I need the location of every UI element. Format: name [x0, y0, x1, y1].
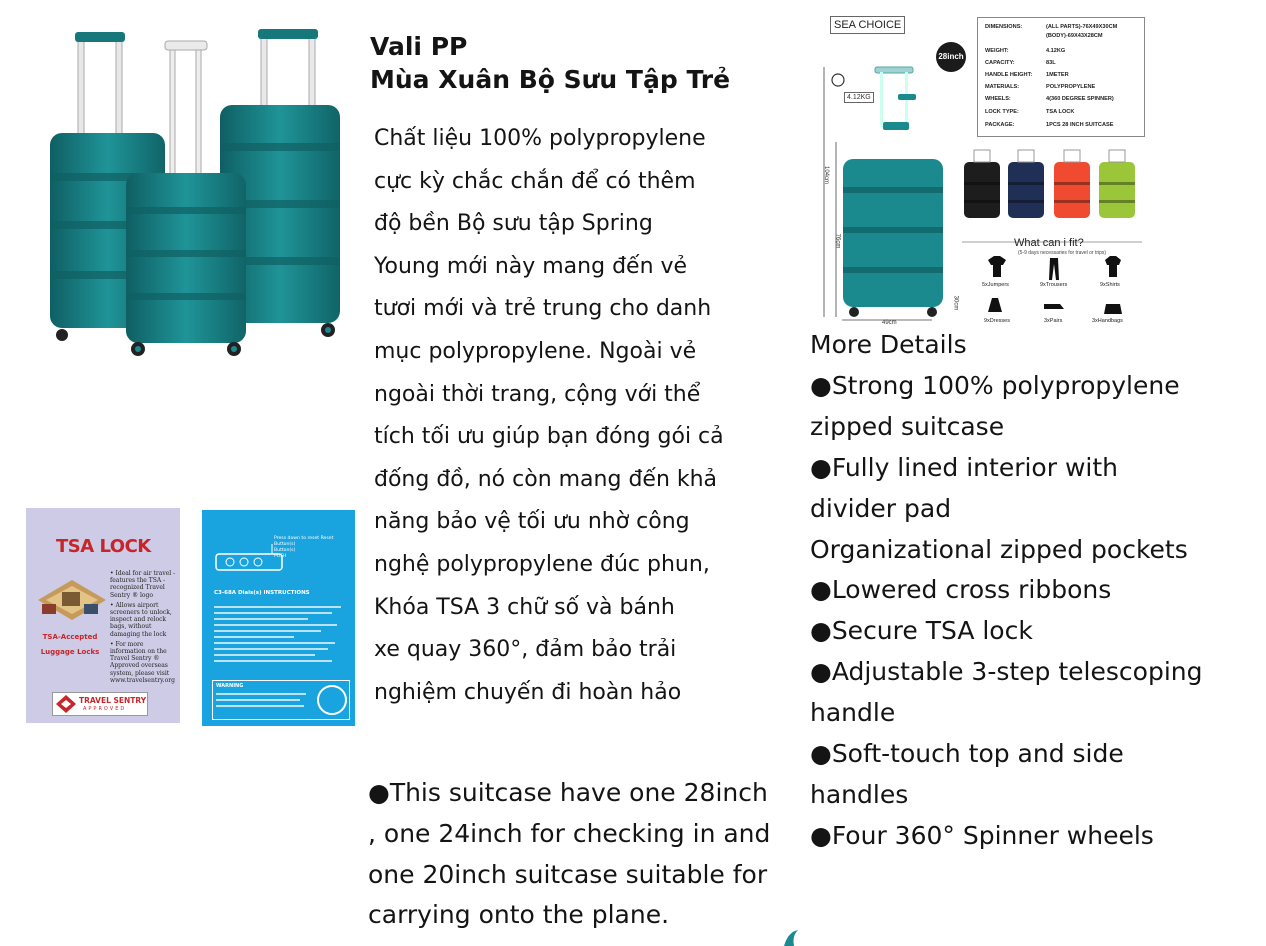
- description-vi: [374, 118, 754, 714]
- spec-sheet-image: [812, 12, 1152, 332]
- details-line: handle: [810, 698, 896, 728]
- product-title: [370, 30, 730, 96]
- spec-key: CAPACITY:: [985, 60, 1015, 66]
- tsa-bullet: • Allows airport screeners to unlock, inspect and relock bags, without damaging the lock: [110, 601, 172, 638]
- para-line: ●This suitcase have one 28inch: [368, 778, 768, 807]
- tsa-caption-line: Luggage Locks: [40, 648, 100, 656]
- spec-value: 83L: [1046, 60, 1056, 66]
- shirt-icon: [1105, 256, 1121, 277]
- tsa-bullet: • For more information on the Travel Sentry ® Approved overseas system, please visit www.travelsentry.org: [110, 640, 175, 684]
- diamond-logo-icon: [56, 695, 76, 713]
- warning-box: [212, 680, 350, 720]
- desc-line: mục polypropylene. Ngoài vẻ: [374, 338, 697, 364]
- spec-value: (ALL PARTS)-76X49X30CM: [1046, 24, 1118, 30]
- desc-line: ngoài thời trang, cộng với thể: [374, 381, 701, 407]
- size-badge: 28inch: [936, 42, 966, 72]
- scale-icon: [832, 74, 844, 86]
- fit-label: 9xDresses: [984, 318, 1010, 324]
- brand-label: SEA CHOICE: [830, 16, 905, 34]
- more-details: [810, 325, 1260, 857]
- tsa-caption-line: TSA-Accepted: [42, 633, 98, 641]
- details-line: ●Secure TSA lock: [810, 616, 1033, 646]
- press-line: Press down to reset Reset Button(s): [274, 536, 334, 547]
- details-line: ●Four 360° Spinner wheels: [810, 820, 1154, 850]
- spec-key: PACKAGE:: [985, 122, 1015, 128]
- desc-line: độ bền Bộ sưu tập Spring: [374, 211, 653, 237]
- details-line: zipped suitcase: [810, 411, 1005, 441]
- details-line: divider pad: [810, 493, 952, 523]
- spec-value: (BODY)-69X43X28CM: [1046, 33, 1103, 39]
- desc-line: tươi mới và trẻ trung cho danh: [374, 296, 712, 322]
- para-line: one 20inch suitcase suitable for: [368, 859, 768, 889]
- tsa-caption: [34, 630, 106, 660]
- details-line: ●Strong 100% polypropylene: [810, 370, 1180, 400]
- dim-label: 30cm: [952, 295, 959, 311]
- dim-label: 49cm: [882, 320, 897, 326]
- weight-tag: 4.12KG: [844, 92, 874, 103]
- handbag-icon: [1104, 304, 1122, 314]
- fit-label: 9xShirts: [1100, 282, 1120, 288]
- decorative-leaf-icon: [780, 930, 810, 946]
- dial-icon: [317, 685, 347, 715]
- luggage-illustration: [32, 570, 108, 626]
- details-line: handles: [810, 779, 909, 809]
- fit-label: 5xJumpers: [982, 282, 1009, 288]
- instructions-heading: C3-68A Dials(s) INSTRUCTIONS: [214, 590, 310, 596]
- fit-subtitle: (5-9 days necessaries for travel or trips): [1018, 250, 1107, 256]
- desc-line: Khóa TSA 3 chữ số và bánh: [374, 594, 675, 620]
- warning-label: WARNING: [216, 683, 244, 689]
- spec-value: TSA LOCK: [1046, 109, 1075, 115]
- button-line: Button(s): [274, 548, 296, 553]
- para-line: carrying onto the plane.: [368, 900, 670, 930]
- desc-line: cực kỳ chắc chắn để có thêm: [374, 168, 696, 194]
- sentry-text: TRAVEL SENTRY: [79, 696, 147, 705]
- jumper-icon: [988, 256, 1006, 277]
- spec-value: 4.12KG: [1046, 48, 1066, 54]
- spec-key: HANDLE HEIGHT:: [985, 72, 1033, 78]
- desc-line: năng bảo vệ tối ưu nhờ công: [374, 509, 690, 535]
- travel-sentry-badge: [52, 692, 148, 716]
- trousers-icon: [1049, 258, 1059, 280]
- press-text: [274, 536, 355, 560]
- title-line-1: Vali PP: [370, 32, 468, 61]
- spec-key: WHEELS:: [985, 96, 1011, 102]
- spec-key: LOCK TYPE:: [985, 109, 1019, 115]
- dim-label: 76cm: [834, 233, 841, 249]
- desc-line: xe quay 360°, đảm bảo trải: [374, 637, 677, 663]
- spec-value: 4(360 DEGREE SPINNER): [1046, 96, 1114, 102]
- fit-label: 3xHandbags: [1092, 318, 1123, 324]
- details-line: ●Lowered cross ribbons: [810, 575, 1112, 605]
- desc-line: Young mới này mang đến vẻ: [374, 253, 688, 279]
- para-line: , one 24inch for checking in and: [368, 818, 771, 848]
- spec-key: DIMENSIONS:: [985, 24, 1023, 30]
- spec-value: POLYPROPYLENE: [1046, 84, 1096, 90]
- desc-line: nghiệm chuyến đi hoàn hảo: [374, 679, 682, 705]
- lock-instructions-card: [202, 510, 355, 726]
- details-heading: More Details: [810, 330, 967, 359]
- suitcase-set-image: [40, 25, 350, 360]
- tsa-bullets: [110, 570, 176, 687]
- description-en: [368, 773, 798, 936]
- dress-icon: [988, 298, 1002, 312]
- fit-title: What can i fit?: [1014, 237, 1084, 249]
- desc-line: nghệ polypropylene đúc phun,: [374, 551, 710, 577]
- details-line: ●Adjustable 3-step telescoping: [810, 657, 1203, 687]
- tsa-lock-card: [26, 508, 180, 723]
- spec-value: 1METER: [1046, 72, 1069, 78]
- desc-line: Chất liệu 100% polypropylene: [374, 126, 706, 151]
- fit-label: 3xPairs: [1044, 318, 1063, 324]
- desc-line: tích tối ưu giúp bạn đóng gói cả: [374, 424, 724, 450]
- spec-value: 1PCS 28 INCH SUITCASE: [1046, 122, 1114, 128]
- spec-key: MATERIALS:: [985, 84, 1020, 90]
- color-variants: [964, 150, 1135, 218]
- dim-label: 104cm: [823, 165, 830, 185]
- desc-line: đống đồ, nó còn mang đến khả: [374, 466, 718, 492]
- sentry-sub: APPROVED: [83, 706, 127, 712]
- details-line: Organizational zipped pockets: [810, 534, 1188, 564]
- spec-key: WEIGHT:: [985, 48, 1009, 54]
- shoes-icon: [1044, 304, 1064, 309]
- details-line: ●Fully lined interior with: [810, 452, 1118, 482]
- tsa-title: TSA LOCK: [56, 536, 151, 557]
- details-line: ●Soft-touch top and side: [810, 739, 1124, 769]
- title-line-2: Mùa Xuân Bộ Sưu Tập Trẻ: [370, 65, 731, 94]
- push-line: PUSH: [274, 554, 287, 559]
- suitcase-small: [126, 41, 246, 356]
- instructions-text: [214, 606, 348, 666]
- fit-label: 9xTrousers: [1040, 282, 1068, 288]
- tsa-bullet: • Ideal for air travel - features the TSA - recognized Travel Sentry ® logo: [110, 570, 176, 599]
